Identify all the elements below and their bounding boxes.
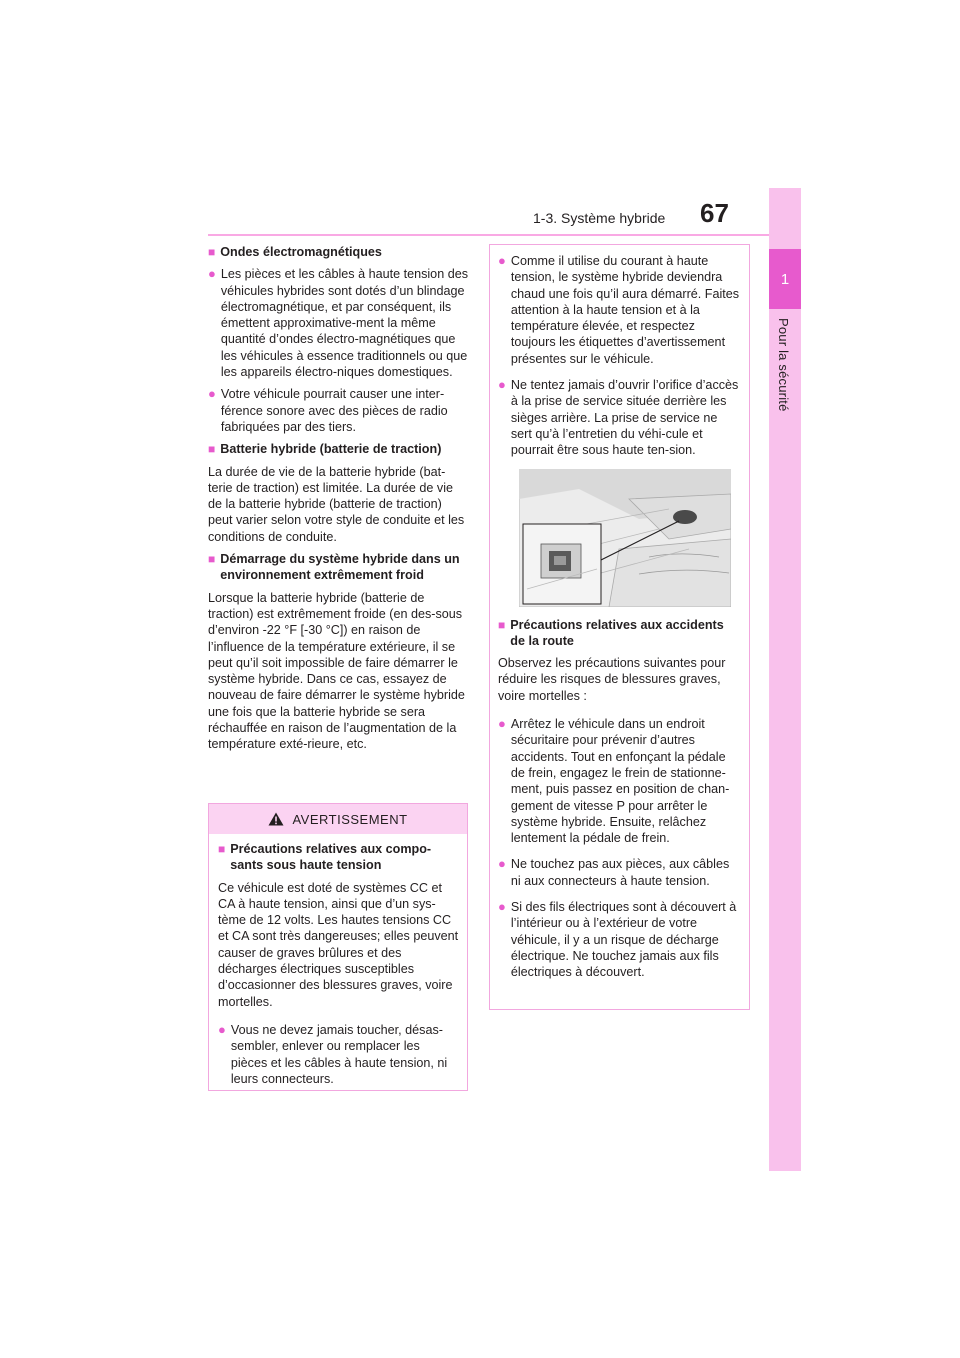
- service-plug-illustration: [519, 469, 731, 607]
- paragraph-road-accidents: Observez les précautions suivantes pour réduire les risques de blessures graves, voire mortelles :: [498, 656, 726, 703]
- heading-electromagnetic: ■ Ondes électromagnétiques: [208, 245, 382, 259]
- bullet-item: ● Ne touchez pas aux pièces, aux câbles ni aux connecteurs à haute tension.: [498, 856, 730, 888]
- chapter-number: 1: [769, 249, 801, 309]
- square-bullet-icon: ■: [208, 245, 216, 259]
- warning-triangle-icon: [268, 812, 284, 826]
- bullet-item: ● Arrêtez le véhicule dans un endroit sécuritaire pour prévenir d’autres accidents. Tout en enfonçant la pédale de frein, engagez le frein de stationne-ment, puis passez en position de chan-gement de vitesse P pour arrêter le système hybride. Ensuite, relâchez lentement la pédale de frein.: [498, 716, 730, 846]
- paragraph-cold-start: Lorsque la batterie hybride (batterie de traction) est extrêmement froide (en des-sous d’environ -22 °F [-30 °C]) en raison de l’influence de la température extérieure, il se peut qu’il soit impossible de faire démarrer le système hybride. Dans ce cas, essayez de nouveau de faire démarrer le système hybride une fois que la batterie hybride se sera réchauffée en raison de l’augmentation de la température exté-rieure, etc.: [208, 590, 465, 752]
- rear-seat-service-plug-image: [519, 469, 731, 607]
- square-bullet-icon: ■: [498, 617, 506, 632]
- bullet-icon: ●: [498, 856, 506, 872]
- bullet-item: ● Comme il utilise du courant à haute tension, le système hybride deviendra chaud une fois qu’il aura démarré. Faites attention à la haute tension et à la température élevée, et respectez toujours les étiquettes d’avertissement présentes sur le véhicule.: [498, 253, 740, 366]
- warning-body: [209, 834, 467, 1087]
- heading-cold-start: ■ Démarrage du système hybride dans un environnement extrêmement froid: [208, 552, 460, 583]
- chapter-label: Pour la sécurité: [776, 318, 791, 412]
- bullet-icon: ●: [498, 253, 506, 268]
- bullet-icon: ●: [218, 1021, 226, 1037]
- left-column: [208, 244, 469, 759]
- bullet-item: ● Votre véhicule pourrait causer une inter-férence sonore avec des pièces de radio fabriquées par des tiers.: [208, 386, 448, 434]
- heading-road-accidents: ■ Précautions relatives aux accidents de la route: [498, 617, 724, 648]
- bullet-icon: ●: [208, 386, 216, 402]
- square-bullet-icon: ■: [208, 442, 216, 457]
- bullet-item: ● Les pièces et les câbles à haute tension des véhicules hybrides sont dotés d’un blindage électromagnétique, et par conséquent, ils émettent approximative-ment la même quantité d’ondes électro-magnétiques que les véhicules à essence traditionnels ou que les appareils électro-niques domestiques.: [208, 266, 468, 380]
- square-bullet-icon: ■: [208, 552, 216, 567]
- bullet-item: ● Ne tentez jamais d’ouvrir l’orifice d’accès à la prise de service située derrière les sièges arrière. La prise de service ne sert qu’à l’entretien du véhi-cule et pourrait être sous haute ten-sion.: [498, 377, 739, 458]
- bullet-item: ● Si des fils électriques sont à découvert à l’intérieur ou à l’extérieur de votre véhicule, il y a un risque de décharge électrique. Ne touchez jamais aux fils électriques à découvert.: [498, 899, 737, 980]
- warning-title: AVERTISSEMENT: [292, 811, 408, 827]
- bullet-icon: ●: [498, 377, 506, 393]
- bullet-icon: ●: [498, 716, 506, 732]
- warning-box: [208, 803, 468, 1091]
- bullet-item: ● Vous ne devez jamais toucher, désas-sembler, enlever ou remplacer les pièces et les câbles à haute tension, ni leurs connecteurs.: [218, 1021, 448, 1086]
- bullet-icon: ●: [208, 266, 216, 282]
- heading-hybrid-battery: ■ Batterie hybride (batterie de traction): [208, 442, 442, 457]
- section-title: 1-3. Système hybride: [533, 210, 666, 226]
- paragraph-battery-life: La durée de vie de la batterie hybride (bat-terie de traction) est limitée. La durée de vie de la batterie hybride (batterie de traction) peut varier selon votre style de conduite et les conditions de conduite.: [208, 464, 465, 544]
- right-warning-continuation: [489, 244, 750, 1010]
- header-rule: [208, 234, 769, 236]
- warning-header: [209, 804, 467, 834]
- page-number: 67: [700, 198, 729, 228]
- bullet-icon: ●: [498, 899, 506, 915]
- warning-heading: ■ Précautions relatives aux compo-sants sous haute tension: [218, 842, 432, 873]
- warning-paragraph: Ce véhicule est doté de systèmes CC et CA à haute tension, ainsi que d’un sys-tème de 12 volts. Les hautes tensions CC et CA sont très dangereuses; elles peuvent causer de graves brûlures et des décharges électriques susceptibles d’occasionner des blessures graves, voire mortelles.: [218, 880, 459, 1009]
- square-bullet-icon: ■: [218, 842, 226, 856]
